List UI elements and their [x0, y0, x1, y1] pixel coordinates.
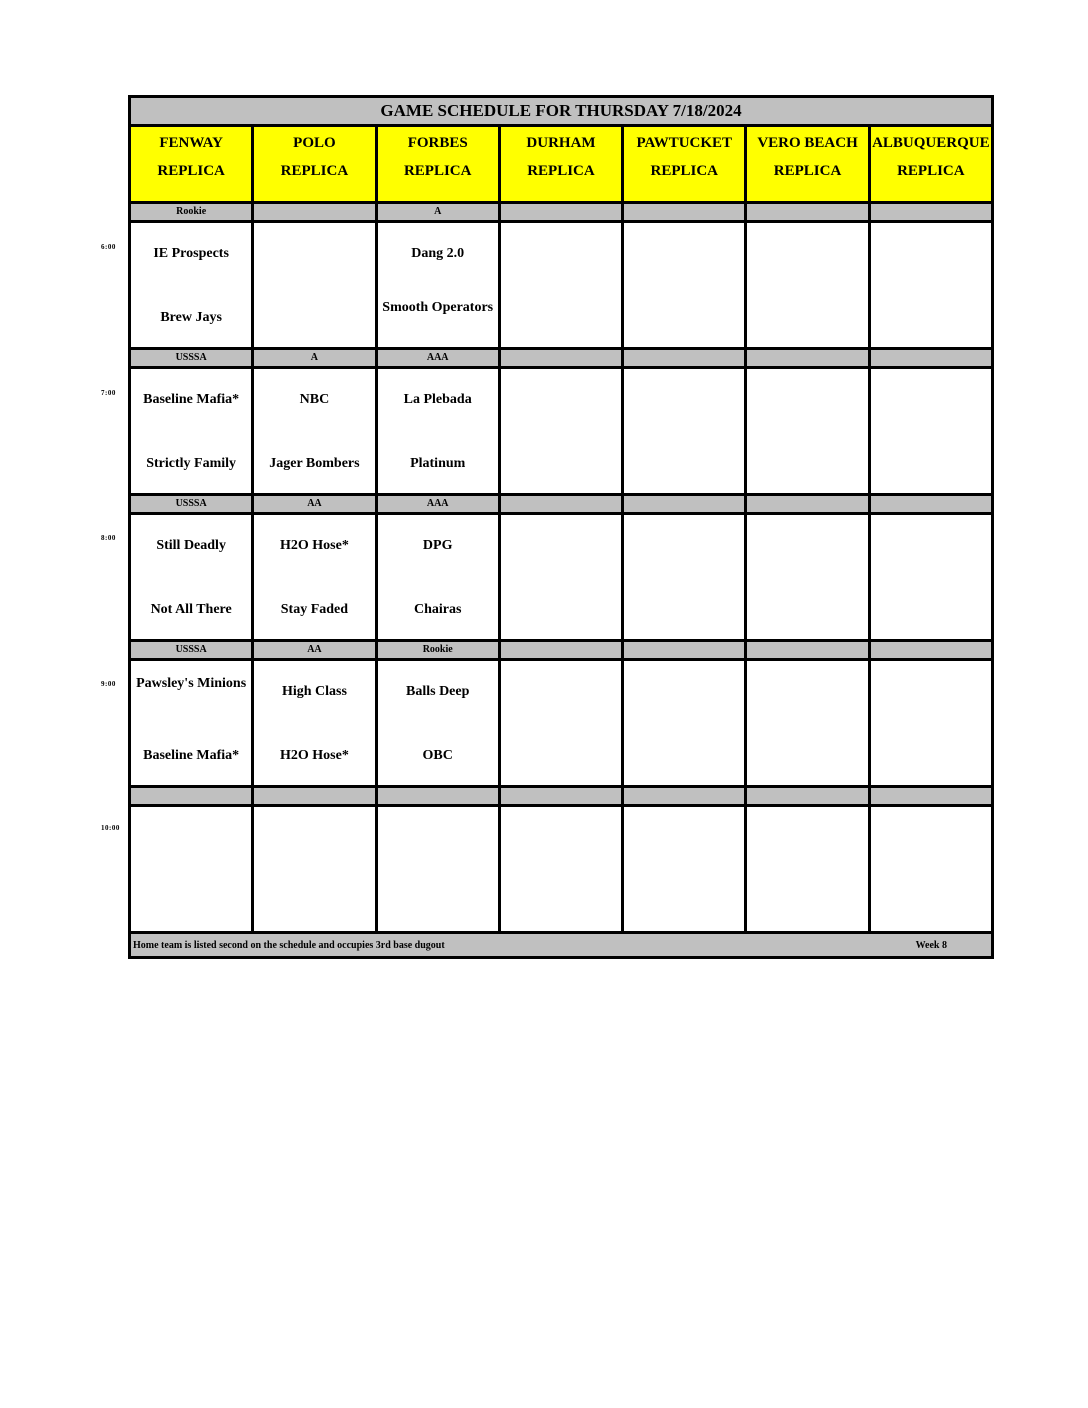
away-team: Dang 2.0	[411, 246, 465, 261]
game-cell	[624, 515, 747, 639]
field-name: FENWAY	[159, 135, 223, 151]
schedule-title: GAME SCHEDULE FOR THURSDAY 7/18/2024	[131, 98, 991, 127]
time-label: 9:00	[101, 680, 116, 688]
game-cell	[747, 369, 870, 493]
time-label: 6:00	[101, 243, 116, 251]
away-team: Baseline Mafia*	[143, 392, 240, 407]
away-team: Pawsley's Minions	[136, 676, 247, 691]
game-cell	[501, 807, 624, 931]
time-slot-row	[131, 807, 991, 934]
game-cell	[624, 369, 747, 493]
division-row	[131, 788, 991, 807]
division-label	[254, 788, 377, 804]
division-label	[624, 642, 747, 658]
division-label	[624, 204, 747, 220]
game-cell	[501, 369, 624, 493]
game-cell	[378, 223, 501, 347]
footer-note: Home team is listed second on the schedule and occupies 3rd base dugout	[133, 939, 445, 951]
division-label	[501, 350, 624, 366]
time-slots	[131, 204, 991, 934]
game-cell	[131, 661, 254, 785]
game-cell	[501, 223, 624, 347]
division-row	[131, 642, 991, 661]
division-label: USSSA	[131, 642, 254, 658]
time-slot-row	[131, 661, 991, 788]
division-label	[131, 788, 254, 804]
division-label: Rookie	[131, 204, 254, 220]
field-header-forbes	[378, 127, 501, 201]
game-cell	[501, 661, 624, 785]
division-row	[131, 350, 991, 369]
game-cell	[131, 807, 254, 931]
field-name: ALBUQUERQUE	[872, 135, 990, 151]
game-cell	[871, 515, 991, 639]
game-cell	[131, 369, 254, 493]
division-label	[378, 788, 501, 804]
field-sub: REPLICA	[650, 163, 719, 179]
division-label	[501, 642, 624, 658]
field-header-row	[131, 127, 991, 204]
game-cell	[378, 807, 501, 931]
home-team: Stay Faded	[280, 602, 349, 617]
field-sub: REPLICA	[280, 163, 349, 179]
home-team: Brew Jays	[160, 310, 222, 325]
game-cell	[747, 661, 870, 785]
field-header-polo	[254, 127, 377, 201]
division-label: USSSA	[131, 496, 254, 512]
game-cell	[254, 369, 377, 493]
game-cell	[624, 223, 747, 347]
away-team: IE Prospects	[153, 246, 229, 261]
home-team: OBC	[422, 748, 453, 763]
field-name: FORBES	[407, 135, 468, 151]
division-row	[131, 204, 991, 223]
division-label	[501, 496, 624, 512]
home-team: Jager Bombers	[269, 456, 360, 471]
division-label	[747, 496, 870, 512]
division-row	[131, 496, 991, 515]
division-label	[747, 204, 870, 220]
game-cell	[501, 515, 624, 639]
game-cell	[871, 807, 991, 931]
division-label	[871, 496, 991, 512]
field-header-vero-beach	[747, 127, 870, 201]
game-cell	[747, 515, 870, 639]
division-label	[501, 204, 624, 220]
home-team: Strictly Family	[146, 456, 237, 471]
field-name: VERO BEACH	[757, 135, 858, 151]
division-label	[871, 788, 991, 804]
division-label	[747, 642, 870, 658]
game-cell	[624, 661, 747, 785]
home-team: Chairas	[413, 602, 462, 617]
field-header-albuquerque	[871, 127, 991, 201]
field-name: PAWTUCKET	[636, 135, 733, 151]
game-cell	[254, 515, 377, 639]
game-cell	[254, 807, 377, 931]
away-team: Balls Deep	[406, 684, 470, 699]
division-label: Rookie	[378, 642, 501, 658]
field-sub: REPLICA	[773, 163, 842, 179]
home-team: Platinum	[410, 456, 466, 471]
field-sub: REPLICA	[897, 163, 965, 179]
division-label	[254, 204, 377, 220]
away-team: Still Deadly	[156, 538, 226, 553]
field-header-pawtucket	[624, 127, 747, 201]
game-cell	[131, 515, 254, 639]
home-team: Baseline Mafia*	[143, 748, 240, 763]
away-team: NBC	[299, 392, 330, 407]
division-label: AAA	[378, 496, 501, 512]
game-cell	[378, 369, 501, 493]
field-sub: REPLICA	[403, 163, 472, 179]
field-sub: REPLICA	[157, 163, 225, 179]
game-cell	[254, 223, 377, 347]
division-label: AA	[254, 496, 377, 512]
game-cell	[624, 807, 747, 931]
division-label: USSSA	[131, 350, 254, 366]
time-slot-row	[131, 369, 991, 496]
field-header-fenway	[131, 127, 254, 201]
division-label: AAA	[378, 350, 501, 366]
time-label: 8:00	[101, 534, 116, 542]
game-cell	[747, 807, 870, 931]
game-cell	[747, 223, 870, 347]
field-sub: REPLICA	[527, 163, 595, 179]
away-team: DPG	[422, 538, 453, 553]
field-header-durham	[501, 127, 624, 201]
division-label	[624, 496, 747, 512]
time-slot-row	[131, 515, 991, 642]
schedule-sheet	[128, 95, 994, 959]
division-label	[624, 788, 747, 804]
division-label	[871, 204, 991, 220]
division-label	[501, 788, 624, 804]
game-cell	[254, 661, 377, 785]
away-team: La Plebada	[403, 392, 472, 407]
game-cell	[378, 661, 501, 785]
time-label: 7:00	[101, 389, 116, 397]
away-team: High Class	[281, 684, 347, 699]
field-name: POLO	[293, 135, 336, 151]
division-label: A	[378, 204, 501, 220]
away-team: H2O Hose*	[280, 538, 349, 553]
game-cell	[871, 223, 991, 347]
division-label	[624, 350, 747, 366]
game-cell	[378, 515, 501, 639]
division-label	[871, 350, 991, 366]
division-label: A	[254, 350, 377, 366]
home-team: Not All There	[150, 602, 232, 617]
division-label	[747, 788, 870, 804]
home-team: H2O Hose*	[280, 748, 349, 763]
schedule-footer	[131, 934, 991, 956]
division-label	[747, 350, 870, 366]
time-label: 10:00	[101, 824, 120, 832]
division-label	[871, 642, 991, 658]
division-label: AA	[254, 642, 377, 658]
game-cell	[131, 223, 254, 347]
field-name: DURHAM	[526, 135, 596, 151]
home-team: Smooth Operators	[382, 300, 494, 315]
time-slot-row	[131, 223, 991, 350]
game-cell	[871, 661, 991, 785]
game-cell	[871, 369, 991, 493]
week-label: Week 8	[915, 939, 947, 951]
